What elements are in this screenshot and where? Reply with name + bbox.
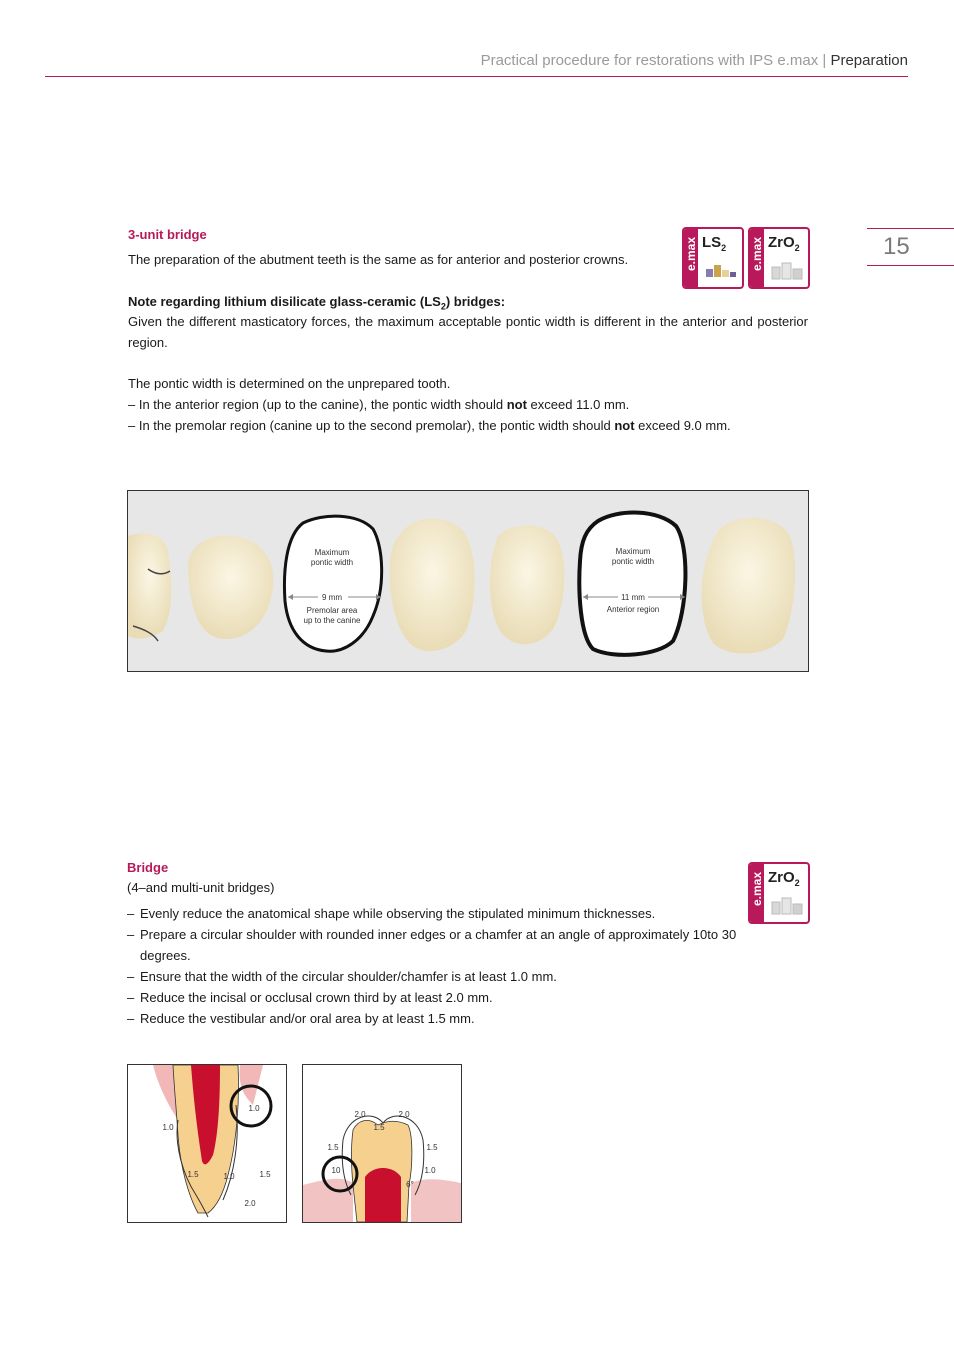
premolar-title-2: pontic width <box>310 558 354 567</box>
bridge-item-4: – Reduce the incisal or occlusal crown third by at least 2.0 mm. <box>127 987 742 1008</box>
section-heading-bridge: Bridge <box>127 860 169 875</box>
fig3-label-6: 10 <box>331 1166 341 1175</box>
badge-zro2-label: ZrO <box>768 234 795 251</box>
premolar-bullet-a: – In the premolar region (canine up to the second premolar), the pontic width should <box>128 418 615 433</box>
badge-zro2-label-2: ZrO <box>768 869 795 886</box>
header-title: Practical procedure for restorations with IPS e.max <box>480 52 819 69</box>
badge-zro2-sub: 2 <box>794 243 800 253</box>
fig3-label-7: 1.0 <box>424 1166 436 1175</box>
pontic-width-line: The pontic width is determined on the unprepared tooth. <box>128 376 451 391</box>
bridge3-intro: The preparation of the abutment teeth is the same as for anterior and posterior crowns. <box>128 252 629 267</box>
fig2-label-3: 1.5 <box>187 1170 199 1179</box>
fig3-label-2: 2.0 <box>398 1110 410 1119</box>
posterior-prep-figure <box>302 1064 462 1223</box>
premolar-measure: 9 mm <box>322 593 342 602</box>
bridge-list <box>127 903 742 1029</box>
note-heading-sub: 2 <box>440 301 446 312</box>
bridge-item-3: – Ensure that the width of the circular shoulder/chamfer is at least 1.0 mm. <box>127 966 742 987</box>
fig3-label-4: 1.5 <box>327 1143 339 1152</box>
badge-emax-text-2: e.max <box>750 236 764 272</box>
note-heading-part-b: ) bridges: <box>445 294 506 309</box>
section-heading-3-unit-bridge: 3-unit bridge <box>128 227 207 242</box>
ls2-ingots-icon <box>704 259 738 281</box>
fig2-label-2: 1.0 <box>162 1123 174 1132</box>
badge-emax-zro2-bridge <box>748 862 810 924</box>
note-heading-part-a: Note regarding lithium disilicate glass-ceramic (LS <box>128 294 441 309</box>
fig2-label-6: 2.0 <box>244 1199 256 1208</box>
premolar-region-1: Premolar area <box>306 606 358 615</box>
premolar-title-1: Maximum <box>314 548 350 557</box>
header-section: Preparation <box>830 52 908 69</box>
anterior-title-1: Maximum <box>615 547 651 556</box>
page-number: 15 <box>867 228 954 266</box>
anterior-bullet-bold: not <box>506 397 527 412</box>
teeth-row-illustration <box>128 491 808 671</box>
fig3-label-3: 1.5 <box>373 1123 385 1132</box>
badge-emax-ls2 <box>682 227 744 289</box>
bridge-item-2: – Prepare a circular shoulder with rounded inner edges or a chamfer at an angle of approximately 10to 30 degrees. <box>127 924 742 966</box>
premolar-bullet <box>128 415 731 436</box>
zro2-blocks-icon-2 <box>770 894 804 916</box>
premolar-region-2: up to the canine <box>303 616 361 625</box>
fig2-label-4: 1.0 <box>223 1172 235 1181</box>
badge-emax-text-3: e.max <box>750 871 764 907</box>
anterior-prep-figure <box>127 1064 287 1223</box>
anterior-bullet <box>128 394 629 415</box>
badge-zro2-sub-2: 2 <box>794 878 800 888</box>
anterior-tooth-section <box>128 1065 286 1222</box>
bridge-subtitle: (4–and multi-unit bridges) <box>127 880 275 895</box>
anterior-title-2: pontic width <box>611 557 655 566</box>
badge-ls2-label: LS <box>702 234 722 251</box>
pontic-width-figure <box>127 490 809 672</box>
posterior-tooth-section <box>303 1065 461 1222</box>
fig3-label-5: 1.5 <box>426 1143 438 1152</box>
anterior-bullet-a: – In the anterior region (up to the canine), the pontic width should <box>128 397 507 412</box>
badge-emax-zro2 <box>748 227 810 289</box>
anterior-bullet-b: exceed 11.0 mm. <box>526 397 630 412</box>
anterior-measure: 11 mm <box>621 593 645 602</box>
page-header <box>45 52 908 77</box>
fig2-label-1: 1.0 <box>248 1104 260 1113</box>
badge-emax-text: e.max <box>684 236 698 272</box>
fig2-label-5: 1.5 <box>259 1170 271 1179</box>
zro2-blocks-icon <box>770 259 804 281</box>
fig3-label-1: 2.0 <box>354 1110 366 1119</box>
badge-ls2-sub: 2 <box>721 243 727 253</box>
fig3-label-8: 6° <box>406 1180 414 1189</box>
premolar-bullet-b: exceed 9.0 mm. <box>634 418 731 433</box>
bridge-item-1: – Evenly reduce the anatomical shape while observing the stipulated minimum thicknesses. <box>127 903 742 924</box>
ls2-note-text: Given the different masticatory forces, the maximum acceptable pontic width is different in the anterior and posterior region. <box>128 314 808 350</box>
premolar-bullet-bold: not <box>614 418 635 433</box>
anterior-region: Anterior region <box>606 605 660 614</box>
bridge-item-5: – Reduce the vestibular and/or oral area by at least 1.5 mm. <box>127 1008 742 1029</box>
header-separator: | <box>818 52 831 69</box>
